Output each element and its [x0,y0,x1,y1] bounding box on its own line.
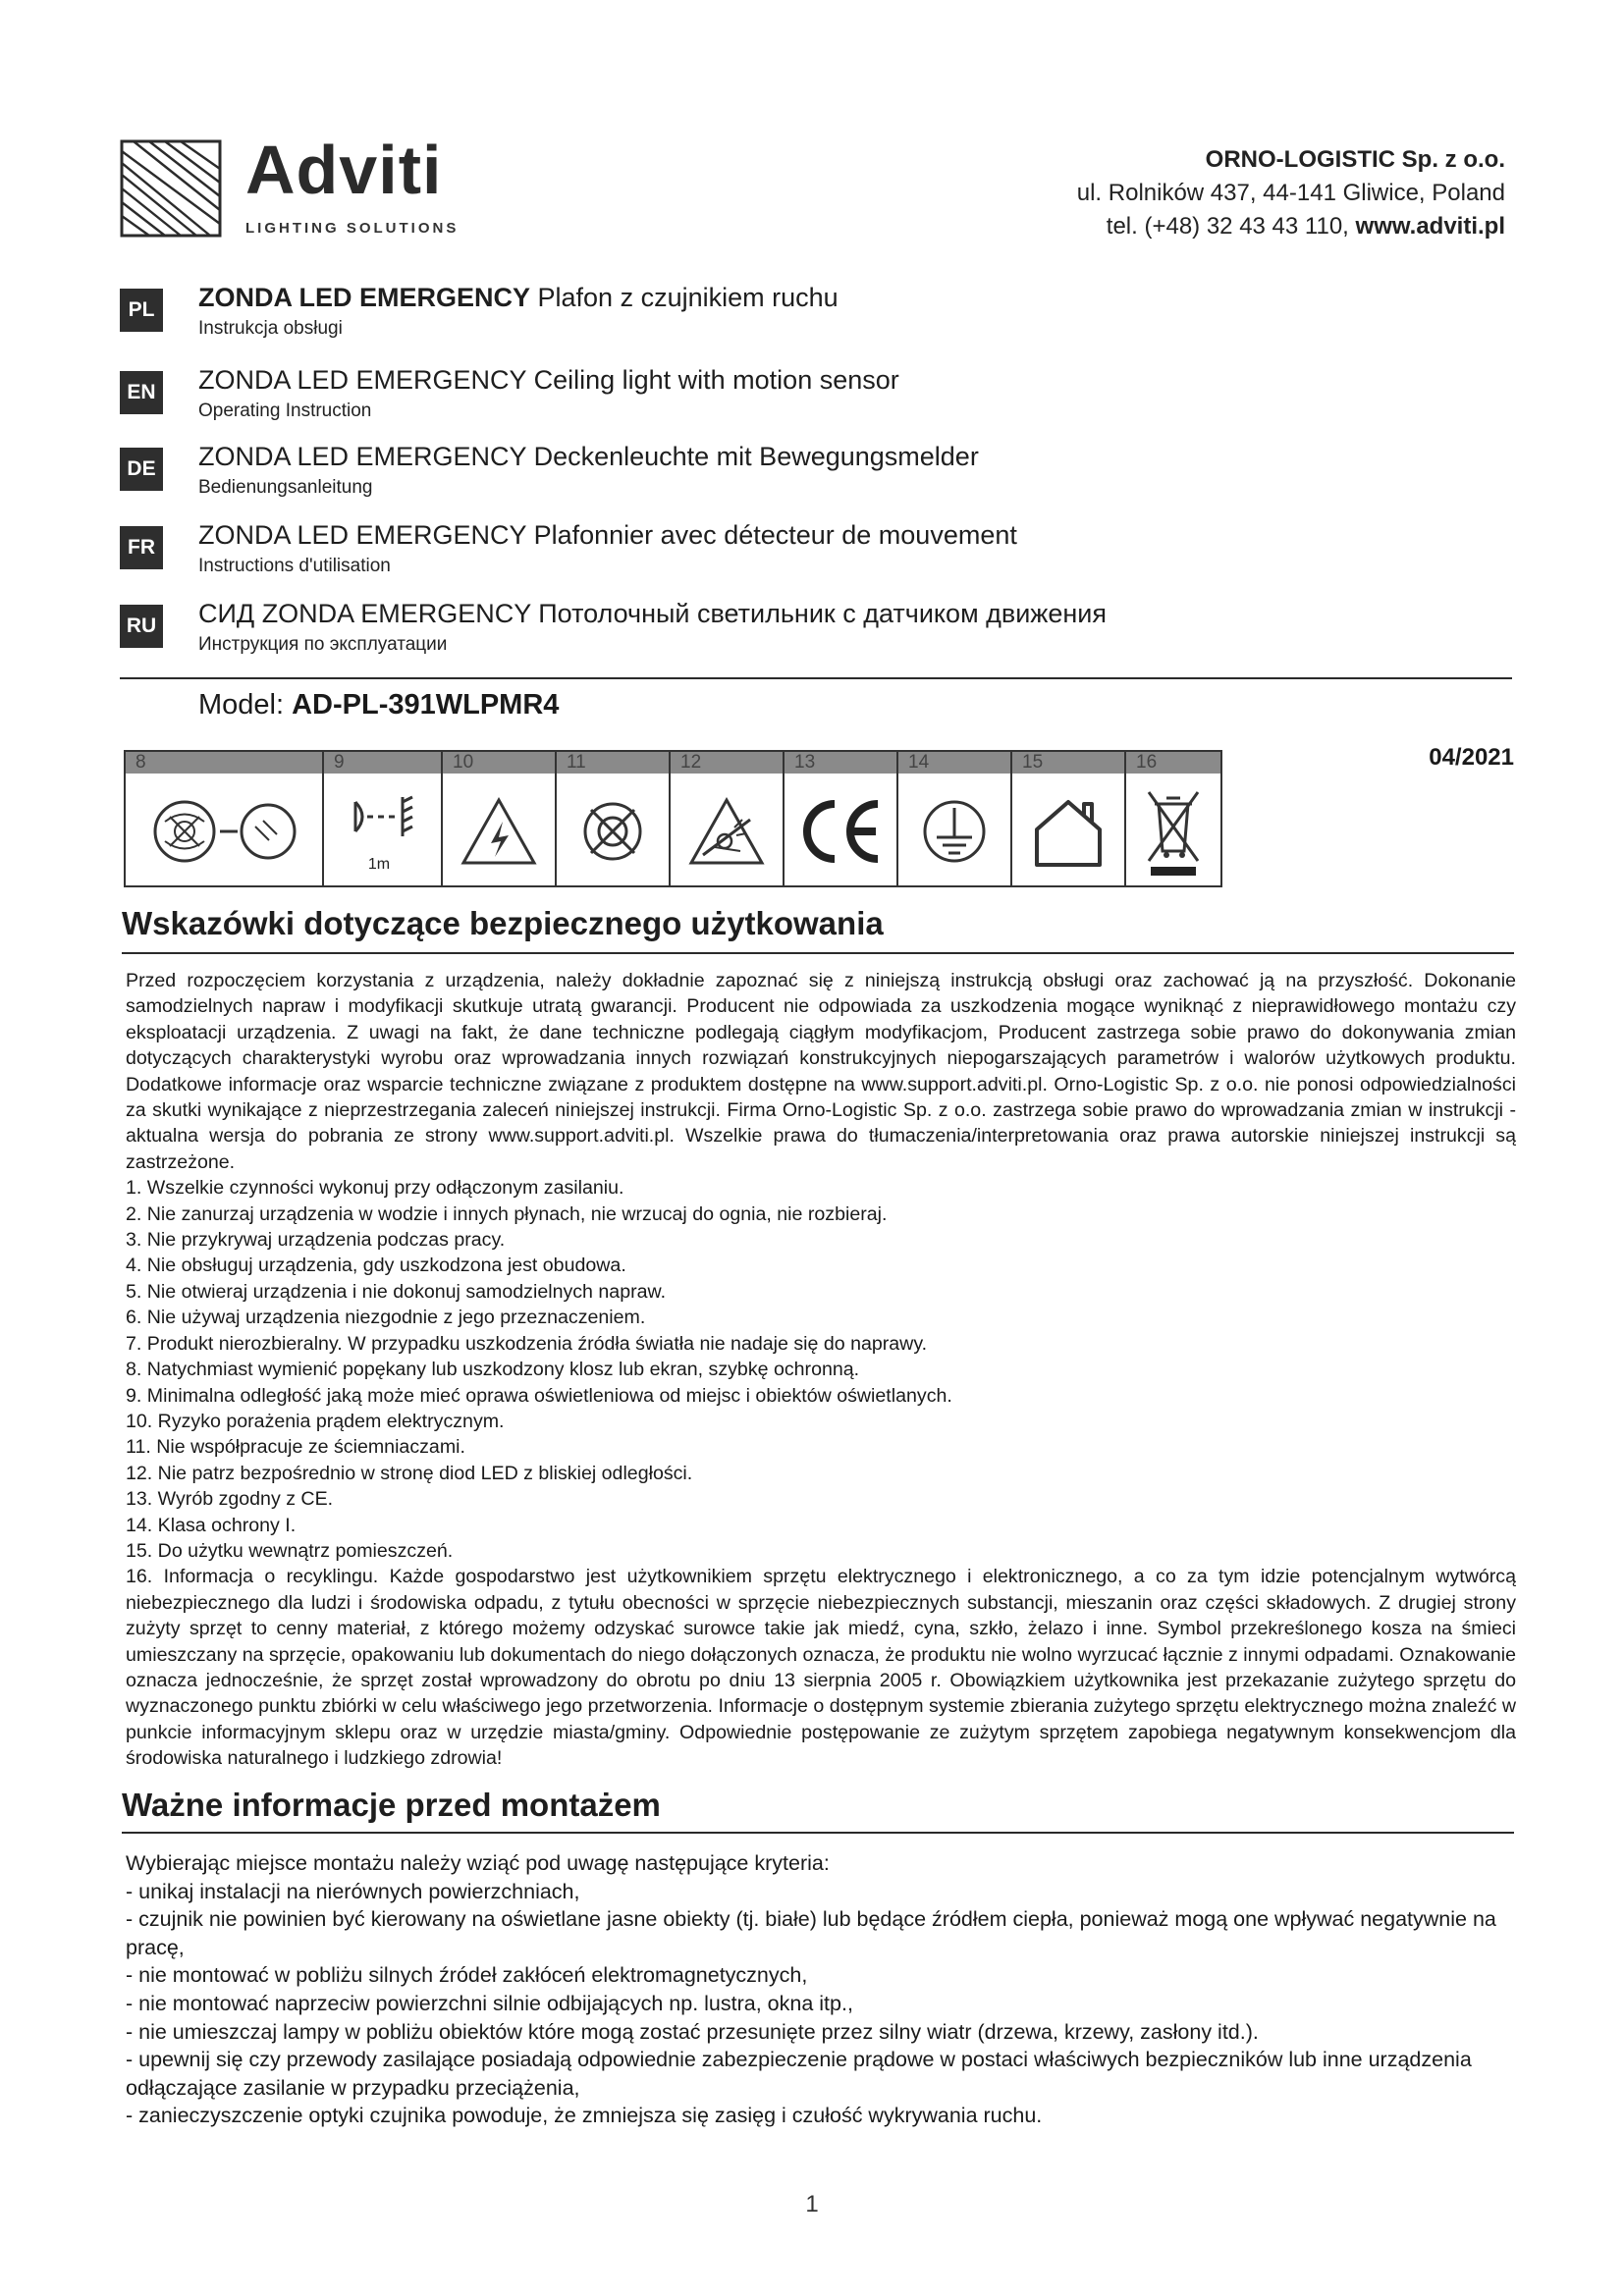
symbol-table [124,750,1222,887]
company-name: ORNO-LOGISTIC Sp. z o.o. [1205,146,1505,173]
symbol-cell: 12 [671,752,785,885]
list-item: - upewnij się czy przewody zasilające posiadają odpowiednie zabezpieczenie prądowe w postaci właściwych bezpieczników lub inne urządzenia odłączające zasilanie w przypadku przeciążenia, [126,2048,1472,2100]
list-item: - nie umieszczaj lampy w pobliżu obiektów które mogą zostać przesunięte przez silny wiatr (drzewa, krzewy, zasłony itd.). [126,2019,1259,2044]
list-item: 3. Nie przykrywaj urządzenia podczas pracy. [126,1229,506,1252]
list-item: - nie montować naprzeciw powierzchni silnie odbijających np. lustra, okna itp., [126,1991,853,2015]
lang-title: СИД ZONDA EMERGENCY Потолочный светильник с датчиком движения [198,599,1108,628]
electric-shock-warning-icon [443,777,555,885]
divider [122,1832,1514,1834]
divider [122,952,1514,954]
lang-badge: DE [120,448,163,491]
brand-name: Adviti [245,132,443,208]
lang-row-fr [120,520,1102,581]
lang-title: ZONDA LED EMERGENCY Ceiling light with motion sensor [198,365,899,395]
lang-row-de [120,442,1102,503]
lang-title: ZONDA LED EMERGENCY Plafonnier avec détecteur de mouvement [198,520,1017,550]
company-website: www.adviti.pl [1355,213,1505,240]
list-item: 4. Nie obsługuj urządzenia, gdy uszkodzona jest obudowa. [126,1255,626,1277]
lang-subtitle: Operating Instruction [198,400,372,421]
list-item: 9. Minimalna odległość jaką może mieć oprawa oświetleniowa od miejsc i obiektów oświetlanych. [126,1384,952,1407]
weee-bin-icon [1126,777,1220,885]
list-item: 7. Produkt nierozbieralny. W przypadku uszkodzenia źródła światła nie nadaje się do naprawy. [126,1332,928,1355]
lang-row-en [120,365,1102,426]
symbol-cell: 14 [898,752,1012,885]
lang-subtitle: Instrukcja obsługi [198,318,343,339]
symbol-cell: 10 [443,752,557,885]
indoor-use-icon [1012,777,1124,885]
safety-intro: Przed rozpoczęciem korzystania z urządzenia, należy dokładnie zapoznać się z niniejszą instrukcją obsługi oraz zachować ją na przyszłość. Dokonanie samodzielnych napraw i modyfikacji skutkuje utratą gwarancji. Producent nie odpowiada za uszkodzenia mogące wyniknąć z nieprawidłowego montażu czy eksploatacji urządzenia. Z uwagi na fakt, że dane techniczne podlegają ciągłym modyfikacjom, Producent zastrzega sobie prawo do dokonywania zmian dotyczących charakterystyki wyrobu oraz wprowadzania innych rozwiązań konstrukcyjnych niepogarszających parametrów i walorów użytkowych produktu. Dodatkowe informacje oraz wsparcie techniczne związane z produktem dostępne na www.support.adviti.pl. Orno-Logistic Sp. z o.o. nie ponosi odpowiedzialności za skutki wynikające z nieprzestrzegania zaleceń niniejszej instrukcji. Firma Orno-Logistic Sp. z o.o. zastrzega sobie prawo do wprowadzania zmian w instrukcji - aktualna wersja do pobrania ze strony www.support.adviti.pl. Wszelkie prawa do tłumaczenia/interpretowania oraz prawa autorskie niniejszej instrukcji są zastrzeżone. [126,970,1516,1173]
lang-title: ZONDA LED EMERGENCY Plafon z czujnikiem ruchu [198,283,839,312]
lang-subtitle: Инструкция по эксплуатации [198,634,448,655]
list-item: 15. Do użytku wewnątrz pomieszczeń. [126,1539,454,1562]
list-item: 6. Nie używaj urządzenia niezgodnie z jego przeznaczeniem. [126,1307,646,1329]
lang-title: ZONDA LED EMERGENCY Deckenleuchte mit Bewegungsmelder [198,442,979,471]
lang-subtitle: Bedienungsanleitung [198,477,373,498]
no-dimmer-icon [557,777,669,885]
list-item: 10. Ryzyko porażenia prądem elektrycznym. [126,1410,505,1432]
company-tel: tel. (+48) 32 43 43 110, [1106,213,1349,240]
list-item: - unikaj instalacji na nierównych powierzchniach, [126,1879,580,1903]
lang-badge: RU [120,605,163,648]
protection-class-1-icon [898,777,1010,885]
section-heading-safety: Wskazówki dotyczące bezpiecznego użytkowania [122,905,884,941]
model-line: Model: AD-PL-391WLPMR4 [198,689,560,721]
revision-date: 04/2021 [1429,744,1514,771]
list-item: - zanieczyszczenie optyki czujnika powoduje, że zmniejsza się zasięg i czułość wykrywania ruchu. [126,2104,1043,2128]
company-address: ul. Rolników 437, 44-141 Gliwice, Poland [1076,180,1505,206]
list-item: 2. Nie zanurzaj urządzenia w wodzie i innych płynach, nie wrzucaj do ognia, nie rozbieraj. [126,1202,888,1225]
symbol-cell: 8 [126,752,324,885]
list-item: 8. Natychmiast wymienić popękany lub uszkodzony klosz lub ekran, szybkę ochronną. [126,1359,860,1381]
list-item: 12. Nie patrz bezpośrednio w stronę diod LED z bliskiej odległości. [126,1462,693,1484]
lang-row-pl [120,283,1102,344]
symbol-cell: 11 [557,752,671,885]
symbol-cell: 13 [785,752,898,885]
recycling-info: 16. Informacja o recyklingu. Każde gospodarstwo jest użytkownikiem sprzętu elektrycznego i elektronicznego, a co za tym idzie potencjalnym wytwórcą niebezpiecznego dla ludzi i środowiska odpadu, z tytułu obecności w sprzęcie niebezpiecznych substancji, mieszanin oraz części składowych. Z drugiej strony zużyty sprzęt to cenny materiał, z którego możemy odzyskać surowce takie jak miedź, cyna, szkło, żelazo i inne. Symbol przekreślonego kosza na śmieci umieszczany na sprzęcie, opakowaniu lub dokumentach do niego dołączonych oznacza, że produktu nie wolno wyrzucać łącznie z innymi odpadami. Oznakowanie oznacza jednocześnie, że sprzęt został wprowadzony do obrotu po dniu 13 sierpnia 2005 r. Obowiązkiem użytkownika jest przekazanie zużytego sprzętu do wyznaczonego punktu zbiórki w celu właściwego jego przetworzenia. Informacje o dostępnym systemie zbierania zużytego sprzętu elektrycznego można znaleźć w punkcie informacyjnym sklepu oraz w urzędzie miasta/gminy. Odpowiednie postępowanie ze zużytym sprzętem zapobiega negatywnym konsekwencjom dla środowiska naturalnego i ludzkiego zdrowia! [126,1566,1516,1770]
symbol-cell: 15 [1012,752,1126,885]
divider [120,677,1512,679]
list-item: 5. Nie otwieraj urządzenia i nie dokonuj samodzielnych napraw. [126,1280,667,1303]
list-item: 13. Wyrób zgodny z CE. [126,1488,334,1511]
company-block [1077,143,1505,243]
min-distance-1m-icon [324,777,441,885]
brand-tagline: LIGHTING SOLUTIONS [245,220,460,237]
list-item: 14. Klasa ochrony I. [126,1514,297,1536]
list-item: 11. Nie współpracuje ze ściemniaczami. [126,1436,465,1459]
lang-badge: FR [120,526,163,569]
safety-text-block [126,968,1516,1772]
section-heading-before-mounting: Ważne informacje przed montażem [122,1787,661,1823]
lang-badge: PL [120,289,163,332]
list-item: Wybierając miejsce montażu należy wziąć pod uwagę następujące kryteria: [126,1851,830,1875]
list-item: 1. Wszelkie czynności wykonuj przy odłączonym zasilaniu. [126,1177,624,1200]
svg-text:1m: 1m [367,856,390,873]
adviti-logo-mark-icon [120,139,222,238]
lang-badge: EN [120,371,163,414]
lang-row-ru [120,599,1108,660]
no-staring-led-icon [671,777,783,885]
page-number: 1 [805,2191,819,2217]
list-item: - nie montować w pobliżu silnych źródeł zakłóceń elektromagnetycznych, [126,1963,808,1988]
ce-mark-icon [785,777,896,885]
mounting-text-block [126,1849,1516,2130]
no-cover-icon [126,777,322,885]
list-item: - czujnik nie powinien być kierowany na oświetlane jasne obiekty (tj. białe) lub będące źródłem ciepła, ponieważ mogą one wpływać negatywnie na pracę, [126,1907,1496,1959]
symbol-cell: 16 [1126,752,1220,885]
lang-subtitle: Instructions d'utilisation [198,556,391,576]
model-number: AD-PL-391WLPMR4 [292,689,560,721]
symbol-cell: 9 1m [324,752,443,885]
